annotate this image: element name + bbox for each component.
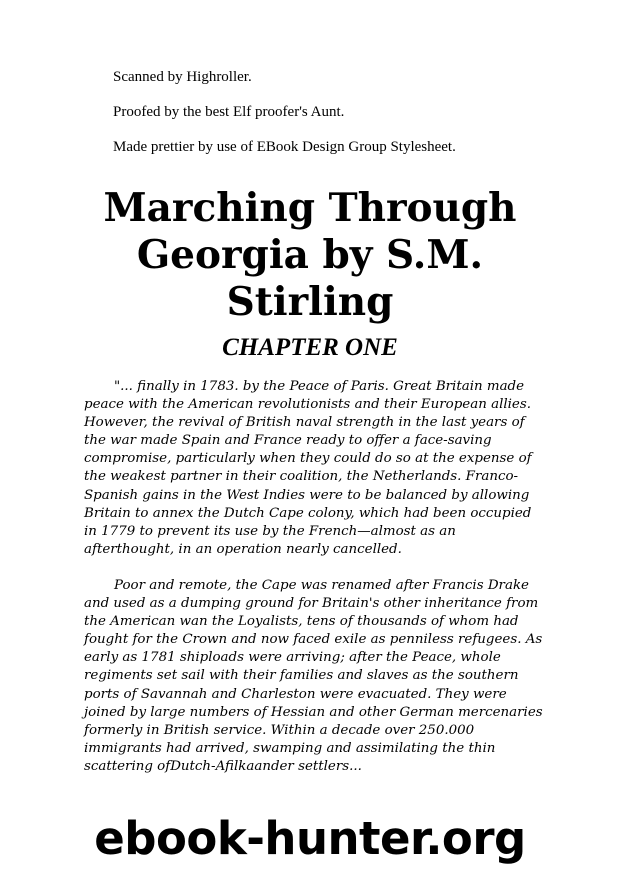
book-title	[40, 185, 580, 326]
book-title-line-2: Georgia by S.M.	[136, 232, 484, 278]
chapter-heading: CHAPTER ONE	[222, 334, 398, 361]
book-title-line-3: Stirling	[226, 279, 394, 325]
site-watermark: ebook-hunter.org	[94, 812, 526, 865]
book-title-line-1: Marching Through	[103, 185, 517, 231]
credit-stylesheet: Made prettier by use of EBook Design Group Stylesheet.	[113, 139, 456, 155]
chapter-body	[84, 378, 544, 794]
credits-block	[113, 68, 456, 173]
credit-scanned: Scanned by Highroller.	[113, 69, 252, 85]
credit-proofed: Proofed by the best Elf proofer's Aunt.	[113, 104, 345, 120]
body-paragraph-2: Poor and remote, the Cape was renamed after Francis Drake and used as a dumping ground for Britain's other inheritance from the American wan the Loyalists, tens of thousands of whom had fought for the Crown and now faced exile as penniless refugees. As early as 1781 shiploads were arriving; after the Peace, whole regiments set sail with their families and slaves as the southern ports of Savannah and Charleston were evacuated. They were joined by large numbers of Hessian and other German mercenaries formerly in British service. Within a decade over 250.000 immigrants had arrived, swamping and assimilating the thin scattering ofDutch-Afilkaander settlers...	[84, 577, 543, 774]
body-paragraph-1: "... finally in 1783. by the Peace of Paris. Great Britain made peace with the American revolutionists and their European allies. However, the revival of British naval strength in the last years of the war made Spain and France ready to offer a face-saving compromise, particularly when they could do so at the expense of the weakest partner in their coalition, the Netherlands. Franco-Spanish gains in the West Indies were to be balanced by allowing Britain to annex the Dutch Cape colony, which had been occupied in 1779 to prevent its use by the French—almost as an afterthought, in an operation nearly cancelled.	[84, 379, 532, 557]
